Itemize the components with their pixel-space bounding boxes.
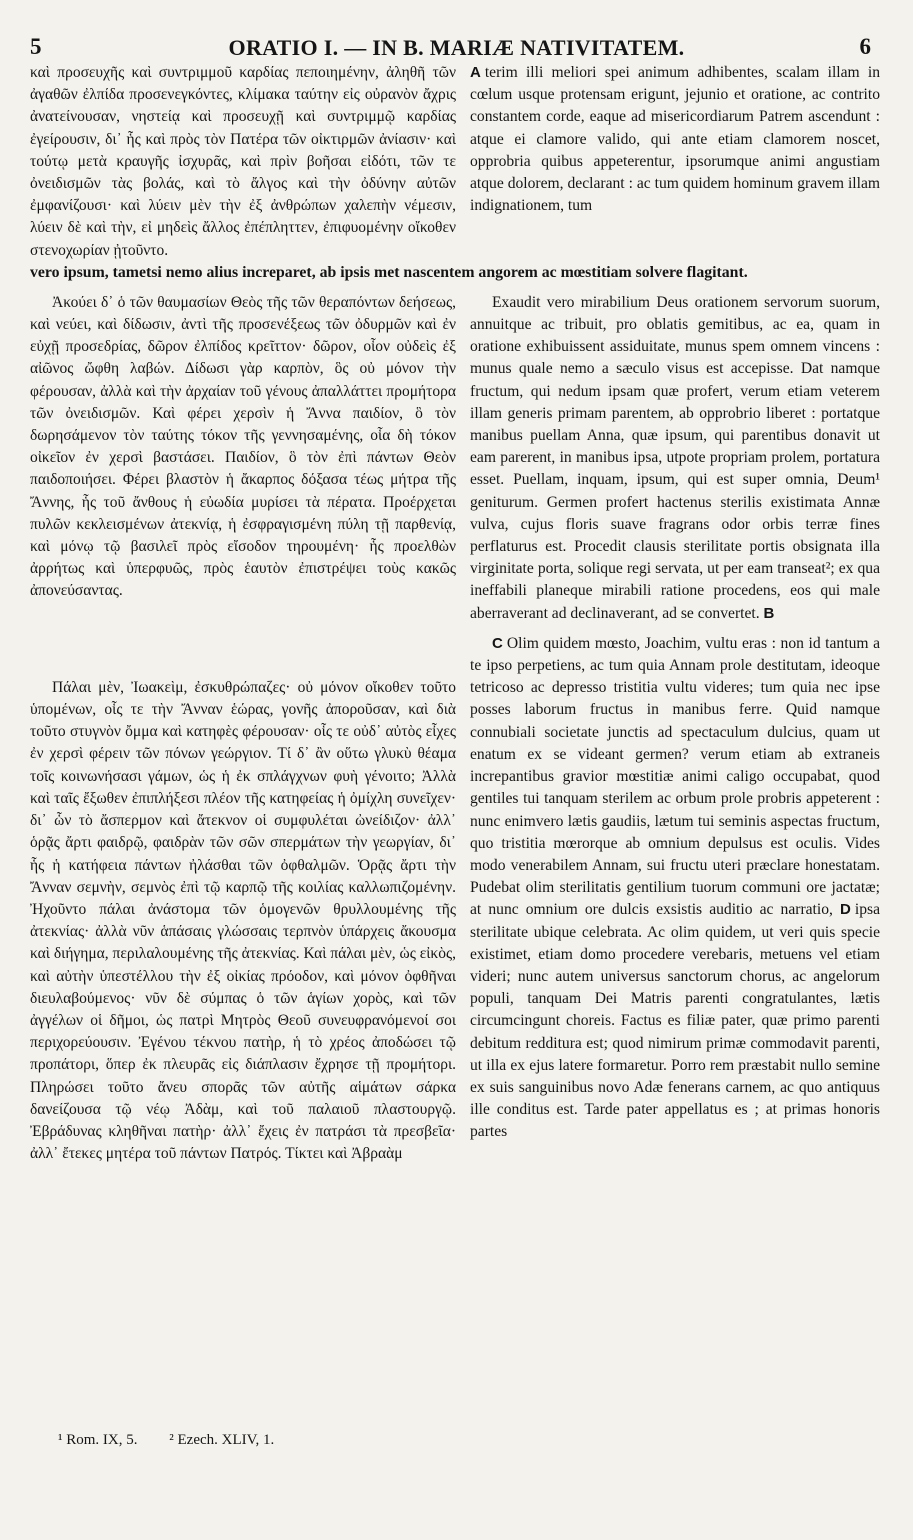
footnote: ¹ Rom. IX, 5. — [58, 1432, 138, 1448]
latin-column — [462, 292, 880, 625]
greek-column — [30, 633, 462, 1165]
latin-column — [462, 633, 880, 1165]
section-marker-c: C — [492, 634, 503, 652]
section-marker-a: A — [470, 64, 481, 81]
greek-paragraph: Πάλαι μὲν, Ἰωακεὶμ, ἐσκυθρώπαζες· οὐ μόνον οἴκοθεν τοῦτο ὑπομένων, οἷς τε τὴν Ἄνναν ἑώρας, γονῆς ἀποροῦσαν, καὶ διὰ τοῦτο στυγνὸν ὄμμα καὶ κατηφὲς φέρουσαν· οἷς τε οὐδ᾽ αὐτὸς εἶχες ἐν χερσὶ φέρειν τῶν πόνων γεώργιον. Τί δ᾽ ἂν οὕτω γλυκὺ θέαμα τοῖς κοινωνήσασι γάμων, ὡς ἡ ἐκ σπλάγχνων φυὴ γένοιτο; Ἀλλὰ καὶ ταῖς ἔξωθεν ἐπιπλήξεσι πλέον τῆς κατηφείας ἡ ὀμίχλη συνεῖχεν· δι᾽ ὧν τὸ ἄσπερμον καὶ ἄτεκνον οἱ συμφυλέται ὠνείδιζον· ἀλλ᾽ ὁρᾷς ἄρτι φαιδρῷ, φαιδρὰν τῶν σῶν σπερμάτων τὴν γεωργίαν, δι᾽ ἧς ἡ κατήφεια πάντων ἠλάσθαι τῶν ὀφθαλμῶν. Ὁρᾷς ἄρτι τὴν Ἄνναν σεμνὴν, σεμνὸς ἐπὶ τῷ καρπῷ τῆς κοιλίας καλλωπιζομένην. Ἠχοῦντο πάλαι ἀνάστομα τῶν ὁμογενῶν θρυλλουμένης τῆς ἀτεκνίας· ἀλλὰ νῦν ἁπάσαις γλώσσαις τερπνὸν ὑπάρχεις ἄκουσμα καὶ διήγημα, περιλαλουμένης τῆς ἀτεκνίας. Καὶ πάλαι μὲν, ὡς εἰκὸς, καὶ αὐτὴν ὑπεστέλλου τὴν ἐξ οἰκίας πρόοδον, καὶ μόνον ὀφθῆναι διευλαβούμενος· νῦν δὲ σύμπας ὁ τῶν ἁγίων χορὸς, καὶ τῶν ἀγγέλων οἱ δῆμοι, ὡς πατρὶ Μητρὸς Θεοῦ συνευφρανόμενοί σοι περιχορεύουσιν. Ἐγένου τέκνου πατὴρ, ἡ τὸ χρέος ἀποδώσει τῷ προπάτορι, ὅπερ ἐκ πλευρᾶς εἰς διάπλασιν ἔχρησε τῇ προμήτορι. Πληρώσει τοῦτο ἄνευ σπορᾶς τῶν αὐτῆς αἱμάτων σάρκα δανείζουσα τῷ νέῳ Ἀδὰμ, καὶ τοῦ παλαιοῦ πλαστουργῷ. Ἐβράδυνας κληθῆναι πατὴρ· ἀλλ᾽ ἔχεις ἐν πατράσι τὰ πρεσβεῖα· ἀλλ᾽ ἔτεκες μητέρα τοῦ πάντων Πατρός. Τίκτει καὶ Ἀβραὰμ — [30, 678, 456, 1163]
section-1 — [30, 62, 880, 262]
latin-paragraph — [470, 633, 880, 1144]
section-marker-b: B — [763, 604, 775, 622]
full-width-line: vero ipsum, tametsi nemo alius increparet, ab ipsis met nascentem angorem ac mœstitiam solvere flagitant. — [30, 263, 748, 281]
section-marker-d: D — [840, 901, 851, 919]
latin-text: terim illi meliori spei animum adhibentes, scalam illam in cœlum usque protensam erigunt, jejunio et oratione, ac contrito constantem corde, eaque ad misericordiarum Patrem ascendunt : atque ei clamore valido, qui ante etiam clamorem noscet, opprobria quibus appeterentur, ipsorumque animi angustiam atque dolorem, declarant : ac tum quidem hominum gravem illam indignationem, tum — [470, 64, 880, 215]
greek-column — [30, 292, 462, 625]
page-number-right: 6 — [859, 34, 871, 59]
latin-text: Olim quidem mœsto, Joachim, vultu eras : non id tantum a te ipso perpetiens, ac tum quia Annam prole destitutam, ideoque tetricoso ac depresso tristitia vultu videres; tum quia nec ipse posses laborum fructus in manibus ferre. Quid namque connubiali societate junctis ad spectaculum dulcius, quam ut enatum ex se videant germen? verum etiam ab extraneis increpantibus gravior mœstitiæ animi caligo occupabat, quod gentiles tui tanquam sterilem ac orbum prole probris appeterent : nunc enimvero lætis gaudiis, lætum tui seminis aspectas fructum, quo tristitia mœrorque ab omnium depulsus est oculis. Vides modo venerabilem Annam, sui fructu uteri præclare honestatam. Pudebat olim sterilitatis gentilium tuorum communi ore jactatæ; at nunc omnium ore dulcis exsistis auditio ac narratio, — [470, 634, 880, 919]
page-body — [30, 62, 880, 1165]
latin-column — [462, 62, 880, 262]
latin-text: Exaudit vero mirabilium Deus orationem servorum suorum, annuitque ac tribuit, pro oblatis gemitibus, ac ea, quam in oratione exhibuissent assiduitate, munus spem omnem vincens : munus quale nemo a sæculo visus est accepisse. Dat namque fructum, qui nedum ipsam quæ profert, verum etiam veterem illam generis primam parentem, ab opprobrio liberet : portatque manibus puellam Anna, quæ ipsum, qui parentibus donavit ut eam parerent, in manibus ipsa, utpote propriam prolem, portatura esset. Puellam, inquam, ipsum, qui est super omnia, Deum¹ geniturum. Germen profert hactenus sterilis existimata Annæ vulva, cujus floris suave fragrans odor orbis terræ fines perflaturus est. Procedit clausis sterilitate portis obsignata illa virginitate porta, solique regi servata, ut per eam transeat²; ex qua ineffabili planeque mirabili ratione procedens, eos qui male aberraverant ad declinaverant, ad se convertet. — [470, 293, 880, 622]
footnotes — [58, 1432, 302, 1449]
greek-paragraph: καὶ προσευχῆς καὶ συντριμμοῦ καρδίας πεποιημένην, ἀληθῆ τῶν ἀγαθῶν ἐλπίδα προσενεγκόντες, κλίμακα ταύτην εἰς οὐρανὸν ἄχρις ἀνατείνουσαν, νηστείᾳ καὶ προσευχῇ καὶ συντριμμῷ καρδίας ἐγείρουσιν, δι᾽ ἧς καὶ πρὸς τὸν Πατέρα τῶν οἰκτιρμῶν ἀνίασιν· καὶ τούτῳ μετὰ κραυγῆς ἰσχυρᾶς, καὶ πρὶν βοῆσαι εἰδότι, τῶν τε ὀνειδισμῶν τὰς βολάς, καὶ τὸ ἄλγος καὶ τὴν ὀδύνην αὐτῶν ἐμφανίζουσι· καὶ λύειν μὲν τὴν ἐξ ἀνθρώπων χαλεπὴν νέμεσιν, λύειν δὲ καὶ τὴν, εἰ μηδεὶς ἄλλος ἐπέπληττεν, ἐπιφυομένην οἴκοθεν στενοχωρίαν ᾐτοῦντο. — [30, 64, 456, 259]
footnote: ² Ezech. XLIV, 1. — [169, 1432, 275, 1448]
greek-paragraph: Ἀκούει δ᾽ ὁ τῶν θαυμασίων Θεὸς τῆς τῶν θεραπόντων δεήσεως, καὶ νεύει, καὶ δίδωσιν, ἀντὶ τῆς προσενέξεως τῶν ὀδυρμῶν καὶ ἐν εὐχῇ προσεδρίας, δῶρον ἐλπίδος κρεῖττον· δῶρον, οἷον οὐδεὶς ἐξ αἰῶνος ὤφθη λαβών. Δίδωσι γὰρ καρπὸν, ὃς οὐ μόνον τὴν φέρουσαν, ἀλλὰ καὶ τὴν ἀρχαίαν τοῦ γένους ἀπαλλάττει προμήτορα τῶν ὀνειδισμῶν. Καὶ φέρει χερσὶν ἡ Ἄννα παιδίον, ὃ τὸν δωρησάμενον τὸν ταύτης τόκον τῆς γεννησαμένης, οἷα δὴ τόκον οἰκεῖον ἐν χερσὶ βαστάσει. Παιδίον, ὃ τὸν ἐπὶ πάντων Θεὸν παιδοποιήσει. Φέρει βλαστὸν ἡ ἄκαρπος δόξασα τέως μήτρα τῆς Ἄννης, ἧς τοῦ ἄνθους ἡ εὐωδία μυρίσει τὰ πέρατα. Προέρχεται πυλῶν κεκλεισμένων ἀτεκνίᾳ, ἡ ἐσφραγισμένη πύλη τῇ παρθενίᾳ, καὶ μόνῳ τῷ βασιλεῖ πρὸς εἴσοδον τηρουμένη· ἧς προελθὼν ἀρρήτως καὶ ὑπερφυῶς, πρὸς ἑαυτὸν ἐπιστρέψει τοὺς κακῶς ἀπονεύσαντας. — [30, 293, 456, 600]
latin-paragraph — [470, 292, 880, 625]
running-title: ORATIO I. — IN B. MARIÆ NATIVITATEM. — [228, 35, 685, 60]
latin-text: ipsa sterilitate ubique celebrata. Ac olim quidem, ut veri quis specie existimet, etiam domo procedere verebaris, metuens vel etiam videri; nunc autem universus sanctorum chorus, ac angelorum populi, tanquam Dei Matris parenti congratulantes, lætis circumcingunt choreis. Factus es filiæ pater, quæ primo parenti debitum redditura est; quod nimirum primæ commodavit parenti, ut illa ex ejus latere formaretur. Porro rem præstabit nullo semine ex suis sanguinibus novo Adæ fenerans carnem, ac quo antiquus ille conditus est. Tarde pater appellatus es ; at primas honoris partes — [470, 901, 880, 1141]
page-header — [0, 0, 913, 60]
section-2 — [30, 292, 880, 625]
section-3 — [30, 633, 880, 1165]
page-number-left: 5 — [30, 34, 42, 59]
latin-paragraph — [470, 62, 880, 217]
greek-column — [30, 62, 462, 262]
